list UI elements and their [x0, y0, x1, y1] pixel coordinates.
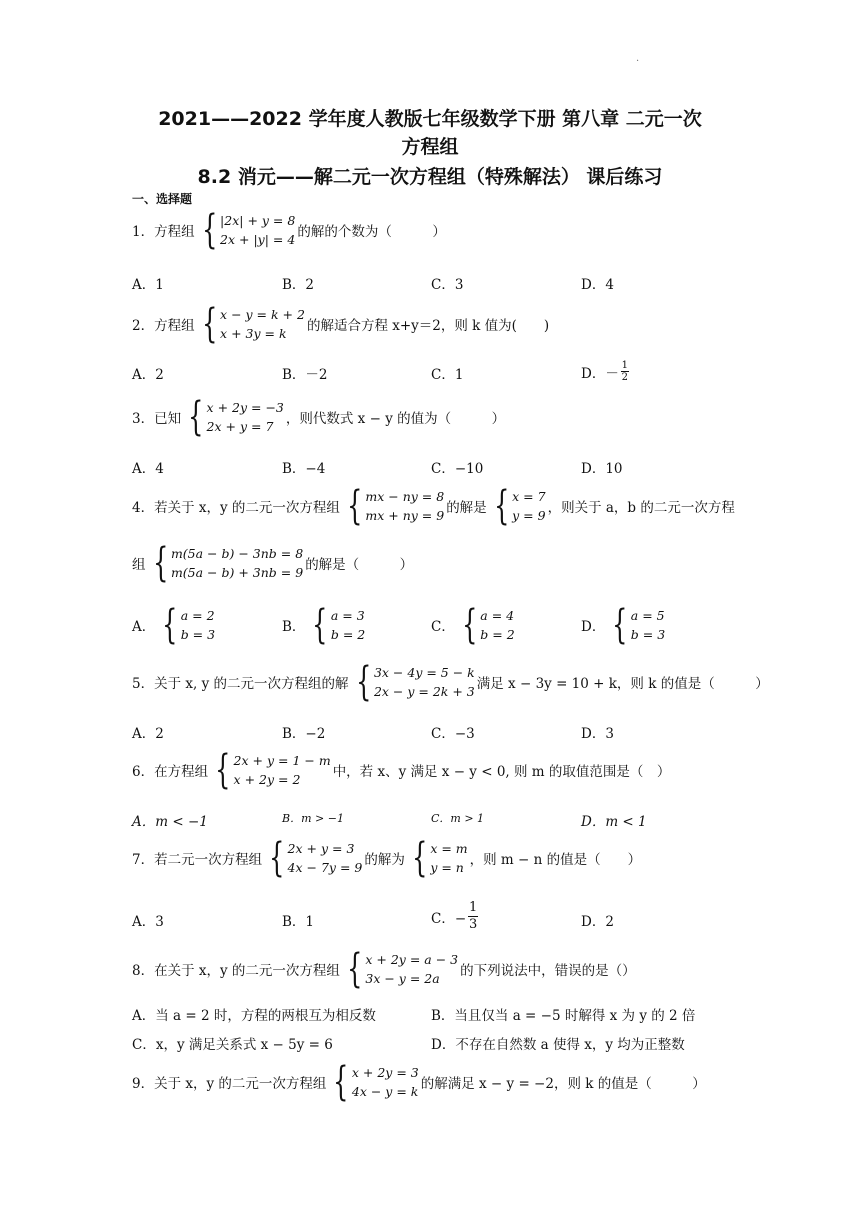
option-a: A．2	[132, 726, 164, 742]
option-c: C． { a = 4 b = 2	[431, 602, 515, 648]
option-label: D．－	[581, 365, 619, 382]
question-number: 5．	[132, 676, 155, 692]
option-d: D．3	[581, 726, 614, 742]
option-label: A．	[132, 619, 156, 635]
equation-system: { |2x| + y = 8 2x + |y| = 4	[201, 207, 296, 253]
equation: 2x − y = 2k + 3	[373, 684, 475, 699]
equation-system: { x − y = k + 2 x + 3y = k	[201, 301, 305, 347]
question-4	[132, 483, 735, 529]
question-8	[132, 946, 636, 992]
question-text: 已知	[154, 411, 182, 427]
option-d: D． { a = 5 b = 3	[581, 602, 666, 648]
question-text: 的解是（ ）	[305, 557, 414, 573]
question-number: 1．	[132, 224, 155, 240]
question-text: 若关于 x，y 的二元一次方程组	[154, 500, 340, 516]
question-text: 方程组	[154, 318, 195, 334]
equation: 4x − 7y = 9	[287, 860, 363, 875]
option-a: A．m < −1	[132, 814, 208, 830]
option-d: D．10	[581, 461, 623, 477]
equation: m(5a − b) − 3nb = 8	[170, 546, 304, 561]
question-text: ，则代数式 x − y 的值为（ ）	[285, 411, 506, 427]
option-c	[431, 900, 478, 933]
option-b: B． { a = 3 b = 2	[282, 602, 366, 648]
equation: 2x + |y| = 4	[220, 232, 296, 247]
equation: 2x + y = 1 − m	[233, 753, 331, 768]
equation-system: { x + 2y = 3 4x − y = k	[333, 1059, 419, 1105]
option-a: A．当 a = 2 时，方程的两根互为相反数	[132, 1008, 376, 1024]
question-text: 满足 x − 3y = 10 + k，则 k 的值是（ ）	[476, 676, 769, 692]
question-text: 关于 x，y 的二元一次方程组	[154, 1076, 327, 1092]
option-label: C．	[431, 619, 455, 635]
equation: mx − ny = 8	[365, 489, 445, 504]
option-a: A．3	[132, 914, 164, 930]
question-number: 3．	[132, 411, 155, 427]
equation-system: { 2x + y = 1 − m x + 2y = 2	[215, 747, 331, 793]
question-number: 4．	[132, 500, 155, 516]
option-c: C．1	[431, 367, 464, 383]
option-b: B．1	[282, 914, 315, 930]
equation: mx + ny = 9	[365, 508, 445, 523]
option-b: B．m > −1	[282, 812, 344, 825]
question-text: 方程组	[154, 224, 195, 240]
question-text: ，则关于 a，b 的二元一次方程	[547, 500, 735, 516]
option-b: B．−4	[282, 461, 326, 477]
fraction: $\frac{1}{3}$	[469, 900, 478, 932]
corner-mark: ·	[636, 56, 640, 67]
title-line-2: 方程组	[401, 136, 459, 158]
title-line-1: 2021——2022 学年度人教版七年级数学下册 第八章 二元一次	[158, 108, 702, 130]
equation: 2x + y = 3	[287, 841, 355, 856]
option-d	[581, 360, 629, 383]
question-1	[132, 207, 446, 253]
option-b: B．当且仅当 a = −5 时解得 x 为 y 的 2 倍	[431, 1008, 696, 1024]
question-text: ，则 m − n 的值是（ ）	[469, 852, 642, 868]
fraction: $\frac{1}{2}$	[621, 360, 629, 383]
question-text: 关于 x, y 的二元一次方程组的解	[154, 676, 349, 692]
option-b: B．－2	[282, 367, 328, 383]
question-text: 的解是	[446, 500, 487, 516]
option-label: C．−	[431, 910, 467, 927]
question-4-line-2	[132, 540, 414, 586]
option-c: C．x，y 满足关系式 x − 5y = 6	[132, 1037, 333, 1053]
question-3	[132, 394, 506, 440]
title-line-3: 8.2 消元——解二元一次方程组（特殊解法） 课后练习	[197, 166, 663, 188]
equation: x + 3y = k	[220, 326, 287, 341]
question-number: 8．	[132, 963, 155, 979]
question-text: 在方程组	[154, 764, 209, 780]
option-d: D．4	[581, 277, 614, 293]
option-a: A．2	[132, 367, 164, 383]
option-c: C．−3	[431, 726, 475, 742]
question-text: 的解的个数为（ ）	[297, 224, 446, 240]
question-text: 组	[132, 557, 146, 573]
equation: y = n	[430, 860, 464, 875]
question-number: 2．	[132, 318, 155, 334]
question-text: 若二元一次方程组	[154, 852, 263, 868]
solution-system: { x = 7 y = 9	[493, 483, 546, 529]
question-text: 的解满足 x − y = −2，则 k 的值是（ ）	[420, 1076, 706, 1092]
option-c: C．3	[431, 277, 464, 293]
section-heading: 一、选择题	[132, 192, 193, 206]
equation: x − y = k + 2	[220, 307, 305, 322]
option-a: A．4	[132, 461, 164, 477]
equation: m(5a − b) + 3nb = 9	[170, 565, 304, 580]
question-7	[132, 835, 642, 881]
question-text: 的解适合方程 x+y＝2，则 k 值为( )	[306, 318, 550, 334]
option-label: B．	[282, 619, 306, 635]
equation-system: { x + 2y = −3 2x + y = 7	[188, 394, 284, 440]
equation: 2x + y = 7	[206, 419, 274, 434]
equation: |2x| + y = 8	[220, 213, 296, 228]
question-number: 6．	[132, 764, 155, 780]
option-a: A．1	[132, 277, 164, 293]
equation: x + 2y = 2	[233, 772, 301, 787]
question-5	[132, 659, 769, 705]
equation-system: { m(5a − b) − 3nb = 8 m(5a − b) + 3nb = 9	[152, 540, 304, 586]
option-d: D．不存在自然数 a 使得 x，y 均为正整数	[431, 1037, 685, 1053]
option-d: D．m < 1	[581, 814, 647, 830]
equation: 3x − 4y = 5 − k	[373, 665, 475, 680]
equation: x + 2y = −3	[206, 400, 284, 415]
option-c: C．m > 1	[431, 812, 485, 825]
equation: x = m	[430, 841, 468, 856]
question-6	[132, 747, 671, 793]
option-d: D．2	[581, 914, 614, 930]
question-text: 在关于 x，y 的二元一次方程组	[154, 963, 340, 979]
equation-system: { mx − ny = 8 mx + ny = 9	[347, 483, 445, 529]
question-9	[132, 1059, 706, 1105]
equation: x = 7	[512, 489, 546, 504]
equation-system: { 3x − 4y = 5 − k 2x − y = 2k + 3	[355, 659, 475, 705]
option-a: A． { a = 2 b = 3	[132, 602, 216, 648]
equation-system: { 2x + y = 3 4x − 7y = 9	[269, 835, 363, 881]
option-b: B．2	[282, 277, 315, 293]
equation: x + 2y = a − 3	[365, 952, 459, 967]
option-c: C．−10	[431, 461, 484, 477]
equation: y = 9	[512, 508, 546, 523]
question-2	[132, 301, 550, 347]
question-text: 的下列说法中，错误的是（）	[460, 963, 636, 979]
solution-system: { x = m y = n	[411, 835, 468, 881]
equation-system: { x + 2y = a − 3 3x − y = 2a	[347, 946, 459, 992]
question-text: 的解为	[364, 852, 405, 868]
equation: 3x − y = 2a	[365, 971, 440, 986]
question-number: 7．	[132, 852, 155, 868]
question-text: 中，若 x、y 满足 x − y < 0, 则 m 的取值范围是（ ）	[332, 764, 671, 780]
option-b: B．−2	[282, 726, 326, 742]
option-label: D．	[581, 619, 606, 635]
equation: x + 2y = 3	[351, 1065, 419, 1080]
question-number: 9．	[132, 1076, 155, 1092]
equation: 4x − y = k	[351, 1084, 419, 1099]
